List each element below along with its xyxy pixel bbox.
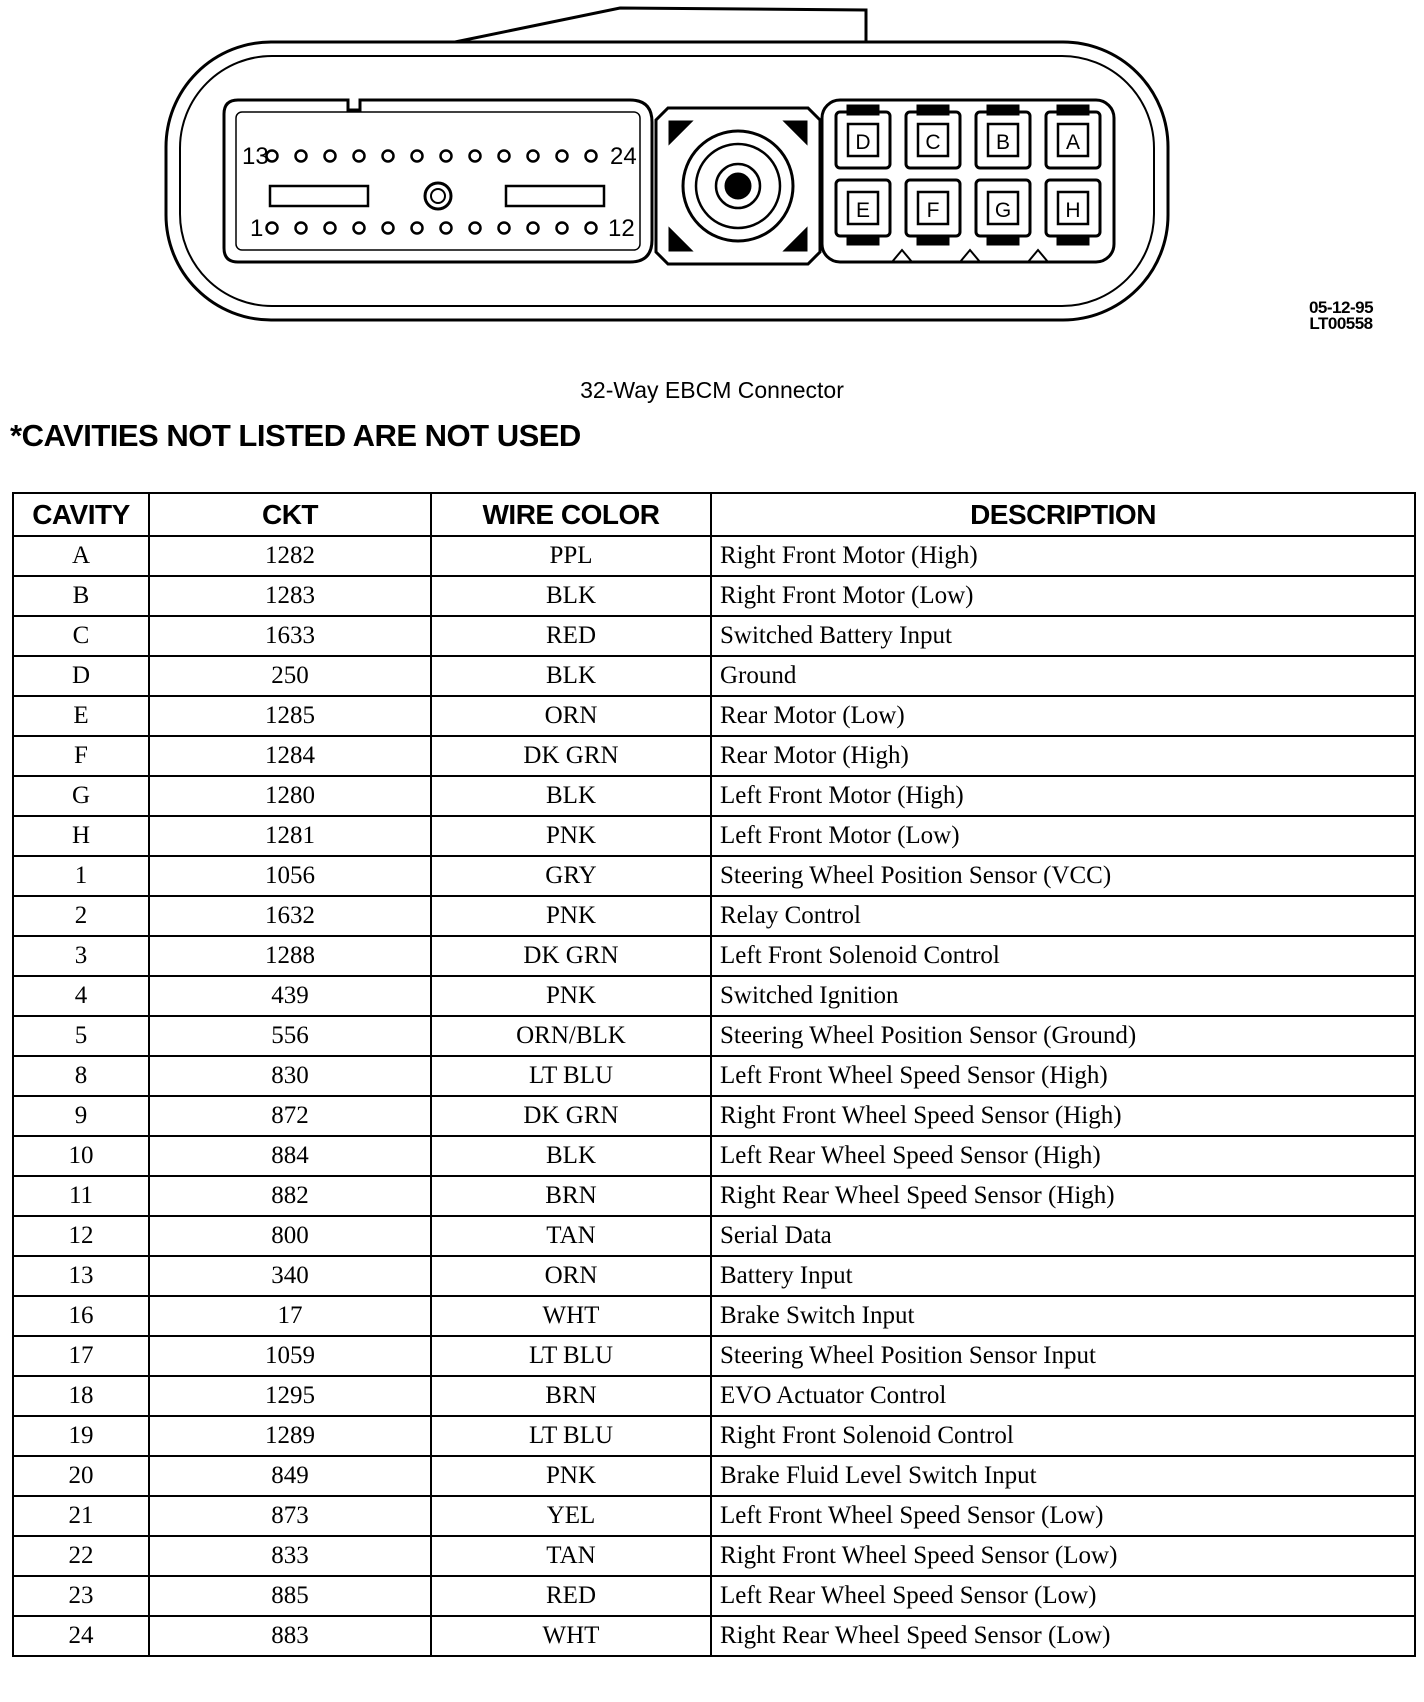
- cell-description: Serial Data: [711, 1216, 1415, 1256]
- figure-caption: 32-Way EBCM Connector: [580, 377, 844, 403]
- cell-ckt: 1295: [149, 1376, 431, 1416]
- pin-hole: [586, 151, 597, 162]
- pin-hole: [441, 223, 452, 234]
- pin-hole: [528, 151, 539, 162]
- cell-description: Steering Wheel Position Sensor Input: [711, 1336, 1415, 1376]
- cell-description: Left Front Motor (High): [711, 776, 1415, 816]
- pin-hole: [470, 151, 481, 162]
- cell-ckt: 849: [149, 1456, 431, 1496]
- table-row: [13, 1456, 1415, 1496]
- header-ckt: CKT: [149, 493, 431, 536]
- pin-hole: [325, 223, 336, 234]
- cell-ckt: 439: [149, 976, 431, 1016]
- cell-wire-color: RED: [431, 1576, 711, 1616]
- cell-ckt: 1056: [149, 856, 431, 896]
- pin-hole: [296, 223, 307, 234]
- pin-hole: [557, 151, 568, 162]
- cell-cavity: 5: [13, 1016, 149, 1056]
- cell-description: Right Front Solenoid Control: [711, 1416, 1415, 1456]
- cavity-g: [976, 180, 1030, 244]
- cavity-a: [1046, 106, 1100, 168]
- lettered-cavities: [836, 106, 1100, 244]
- cell-cavity: G: [13, 776, 149, 816]
- cell-cavity: 19: [13, 1416, 149, 1456]
- cell-cavity: 11: [13, 1176, 149, 1216]
- table-row: [13, 1176, 1415, 1216]
- cell-cavity: C: [13, 616, 149, 656]
- table-row: [13, 816, 1415, 856]
- cell-cavity: 10: [13, 1136, 149, 1176]
- header-cavity: CAVITY: [13, 493, 149, 536]
- cell-cavity: H: [13, 816, 149, 856]
- cell-ckt: 340: [149, 1256, 431, 1296]
- table-row: [13, 1376, 1415, 1416]
- pin-hole: [296, 151, 307, 162]
- cell-wire-color: TAN: [431, 1536, 711, 1576]
- cell-ckt: 1632: [149, 896, 431, 936]
- cavity-d: [836, 106, 890, 168]
- cell-description: Relay Control: [711, 896, 1415, 936]
- pin-hole: [267, 223, 278, 234]
- table-row: [13, 616, 1415, 656]
- cell-cavity: 4: [13, 976, 149, 1016]
- cavity-f: [906, 180, 960, 244]
- cell-cavity: 3: [13, 936, 149, 976]
- cell-cavity: 23: [13, 1576, 149, 1616]
- cell-wire-color: PNK: [431, 816, 711, 856]
- table-row: [13, 1256, 1415, 1296]
- table-row: [13, 1296, 1415, 1336]
- cell-cavity: 2: [13, 896, 149, 936]
- cavity-c: [906, 106, 960, 168]
- cell-wire-color: ORN/BLK: [431, 1016, 711, 1056]
- pin-label-12: 12: [608, 215, 635, 242]
- pin-hole: [441, 151, 452, 162]
- cell-description: Left Front Motor (Low): [711, 816, 1415, 856]
- cell-cavity: 12: [13, 1216, 149, 1256]
- cell-ckt: 882: [149, 1176, 431, 1216]
- document-code-id: LT00558: [1309, 314, 1373, 333]
- pin-hole: [383, 151, 394, 162]
- cell-description: Right Rear Wheel Speed Sensor (Low): [711, 1616, 1415, 1656]
- cavity-label: B: [995, 131, 1011, 154]
- cell-ckt: 883: [149, 1616, 431, 1656]
- cell-cavity: 20: [13, 1456, 149, 1496]
- header-description: DESCRIPTION: [711, 493, 1415, 536]
- cavity-label: C: [925, 131, 941, 154]
- table-row: [13, 1616, 1415, 1656]
- cell-ckt: 1059: [149, 1336, 431, 1376]
- cell-cavity: A: [13, 536, 149, 576]
- cell-wire-color: ORN: [431, 696, 711, 736]
- cavity-b: [976, 106, 1030, 168]
- cell-description: Steering Wheel Position Sensor (Ground): [711, 1016, 1415, 1056]
- cell-wire-color: BLK: [431, 656, 711, 696]
- cell-wire-color: PPL: [431, 536, 711, 576]
- pin-hole: [470, 223, 481, 234]
- pin-hole: [499, 151, 510, 162]
- cell-description: Left Rear Wheel Speed Sensor (Low): [711, 1576, 1415, 1616]
- table-row: [13, 736, 1415, 776]
- cell-ckt: 1633: [149, 616, 431, 656]
- cell-wire-color: BLK: [431, 576, 711, 616]
- cavity-label: H: [1065, 199, 1081, 222]
- cell-description: Left Front Wheel Speed Sensor (High): [711, 1056, 1415, 1096]
- connector-latch: [455, 8, 866, 42]
- cell-ckt: 830: [149, 1056, 431, 1096]
- cell-description: Left Front Wheel Speed Sensor (Low): [711, 1496, 1415, 1536]
- pin-hole: [412, 223, 423, 234]
- table-row: [13, 656, 1415, 696]
- pinout-table: [12, 492, 1416, 1657]
- cell-wire-color: BLK: [431, 1136, 711, 1176]
- cell-ckt: 17: [149, 1296, 431, 1336]
- table-row: [13, 696, 1415, 736]
- cell-ckt: 556: [149, 1016, 431, 1056]
- key-slot-left: [270, 186, 368, 206]
- cavities-notice: *CAVITIES NOT LISTED ARE NOT USED: [10, 418, 581, 453]
- cell-ckt: 833: [149, 1536, 431, 1576]
- pin-block-outline: [224, 100, 652, 262]
- cell-ckt: 1289: [149, 1416, 431, 1456]
- cell-cavity: 8: [13, 1056, 149, 1096]
- cell-ckt: 873: [149, 1496, 431, 1536]
- table-row: [13, 1216, 1415, 1256]
- cavity-label: A: [1065, 131, 1081, 154]
- document-code-date: 05-12-95: [1308, 298, 1374, 317]
- cell-description: Steering Wheel Position Sensor (VCC): [711, 856, 1415, 896]
- table-row: [13, 1576, 1415, 1616]
- cavity-label: E: [855, 199, 871, 222]
- cell-wire-color: DK GRN: [431, 736, 711, 776]
- pin-label-13: 13: [242, 143, 269, 170]
- cell-ckt: 1281: [149, 816, 431, 856]
- pin-hole: [586, 223, 597, 234]
- cell-cavity: D: [13, 656, 149, 696]
- connector-diagram: [0, 0, 1424, 360]
- cell-wire-color: BRN: [431, 1176, 711, 1216]
- cell-wire-color: ORN: [431, 1256, 711, 1296]
- cell-ckt: 1284: [149, 736, 431, 776]
- cell-cavity: 9: [13, 1096, 149, 1136]
- cavity-label: D: [855, 131, 871, 154]
- header-wire-color: WIRE COLOR: [431, 493, 711, 536]
- table-row: [13, 1336, 1415, 1376]
- pin-hole: [354, 223, 365, 234]
- table-row: [13, 936, 1415, 976]
- cell-ckt: 1288: [149, 936, 431, 976]
- cell-cavity: 21: [13, 1496, 149, 1536]
- cell-cavity: 16: [13, 1296, 149, 1336]
- cell-description: Rear Motor (High): [711, 736, 1415, 776]
- cell-cavity: B: [13, 576, 149, 616]
- cell-description: Right Front Motor (Low): [711, 576, 1415, 616]
- pin-hole: [383, 223, 394, 234]
- cell-ckt: 1280: [149, 776, 431, 816]
- pin-hole: [325, 151, 336, 162]
- cell-wire-color: PNK: [431, 1456, 711, 1496]
- cavity-h: [1046, 180, 1100, 244]
- cell-wire-color: TAN: [431, 1216, 711, 1256]
- cell-ckt: 1285: [149, 696, 431, 736]
- cell-ckt: 800: [149, 1216, 431, 1256]
- cell-description: Right Front Wheel Speed Sensor (Low): [711, 1536, 1415, 1576]
- cell-ckt: 885: [149, 1576, 431, 1616]
- cell-wire-color: RED: [431, 616, 711, 656]
- cavity-label: G: [994, 199, 1012, 222]
- cell-ckt: 884: [149, 1136, 431, 1176]
- table-row: [13, 576, 1415, 616]
- table-row: [13, 776, 1415, 816]
- cell-wire-color: PNK: [431, 976, 711, 1016]
- cell-wire-color: BRN: [431, 1376, 711, 1416]
- cell-description: Rear Motor (Low): [711, 696, 1415, 736]
- cell-ckt: 250: [149, 656, 431, 696]
- table-row: [13, 1016, 1415, 1056]
- cavity-e: [836, 180, 890, 244]
- cavity-label: F: [926, 199, 940, 222]
- center-post: [425, 183, 451, 209]
- cell-description: Switched Battery Input: [711, 616, 1415, 656]
- cell-wire-color: WHT: [431, 1616, 711, 1656]
- table-row: [13, 896, 1415, 936]
- cell-description: EVO Actuator Control: [711, 1376, 1415, 1416]
- cell-description: Right Rear Wheel Speed Sensor (High): [711, 1176, 1415, 1216]
- cell-wire-color: BLK: [431, 776, 711, 816]
- cell-cavity: 18: [13, 1376, 149, 1416]
- pin-label-24: 24: [610, 143, 637, 170]
- cell-description: Right Front Motor (High): [711, 536, 1415, 576]
- cell-description: Left Rear Wheel Speed Sensor (High): [711, 1136, 1415, 1176]
- table-row: [13, 1056, 1415, 1096]
- cell-cavity: 17: [13, 1336, 149, 1376]
- cell-wire-color: WHT: [431, 1296, 711, 1336]
- table-row: [13, 976, 1415, 1016]
- cell-wire-color: YEL: [431, 1496, 711, 1536]
- cell-ckt: 1283: [149, 576, 431, 616]
- cell-wire-color: LT BLU: [431, 1416, 711, 1456]
- pin-hole: [557, 223, 568, 234]
- table-row: [13, 1416, 1415, 1456]
- pin-hole: [528, 223, 539, 234]
- cell-wire-color: PNK: [431, 896, 711, 936]
- table-header-row: [13, 493, 1415, 536]
- cell-description: Right Front Wheel Speed Sensor (High): [711, 1096, 1415, 1136]
- cell-wire-color: DK GRN: [431, 1096, 711, 1136]
- table-row: [13, 536, 1415, 576]
- cell-description: Left Front Solenoid Control: [711, 936, 1415, 976]
- cell-description: Switched Ignition: [711, 976, 1415, 1016]
- cell-cavity: 24: [13, 1616, 149, 1656]
- cell-description: Ground: [711, 656, 1415, 696]
- pin-hole: [412, 151, 423, 162]
- cell-description: Battery Input: [711, 1256, 1415, 1296]
- key-slot-right: [506, 186, 604, 206]
- cell-wire-color: GRY: [431, 856, 711, 896]
- table-row: [13, 1096, 1415, 1136]
- cell-description: Brake Fluid Level Switch Input: [711, 1456, 1415, 1496]
- table-row: [13, 1496, 1415, 1536]
- table-row: [13, 1536, 1415, 1576]
- table-row: [13, 1136, 1415, 1176]
- cell-cavity: 1: [13, 856, 149, 896]
- cell-ckt: 1282: [149, 536, 431, 576]
- table-row: [13, 856, 1415, 896]
- cell-cavity: E: [13, 696, 149, 736]
- cell-description: Brake Switch Input: [711, 1296, 1415, 1336]
- cell-wire-color: LT BLU: [431, 1336, 711, 1376]
- cell-ckt: 872: [149, 1096, 431, 1136]
- cell-cavity: 13: [13, 1256, 149, 1296]
- cell-wire-color: LT BLU: [431, 1056, 711, 1096]
- cell-cavity: F: [13, 736, 149, 776]
- cell-wire-color: DK GRN: [431, 936, 711, 976]
- pin-hole: [499, 223, 510, 234]
- cell-cavity: 22: [13, 1536, 149, 1576]
- pin-label-1: 1: [250, 215, 264, 242]
- pin-hole: [354, 151, 365, 162]
